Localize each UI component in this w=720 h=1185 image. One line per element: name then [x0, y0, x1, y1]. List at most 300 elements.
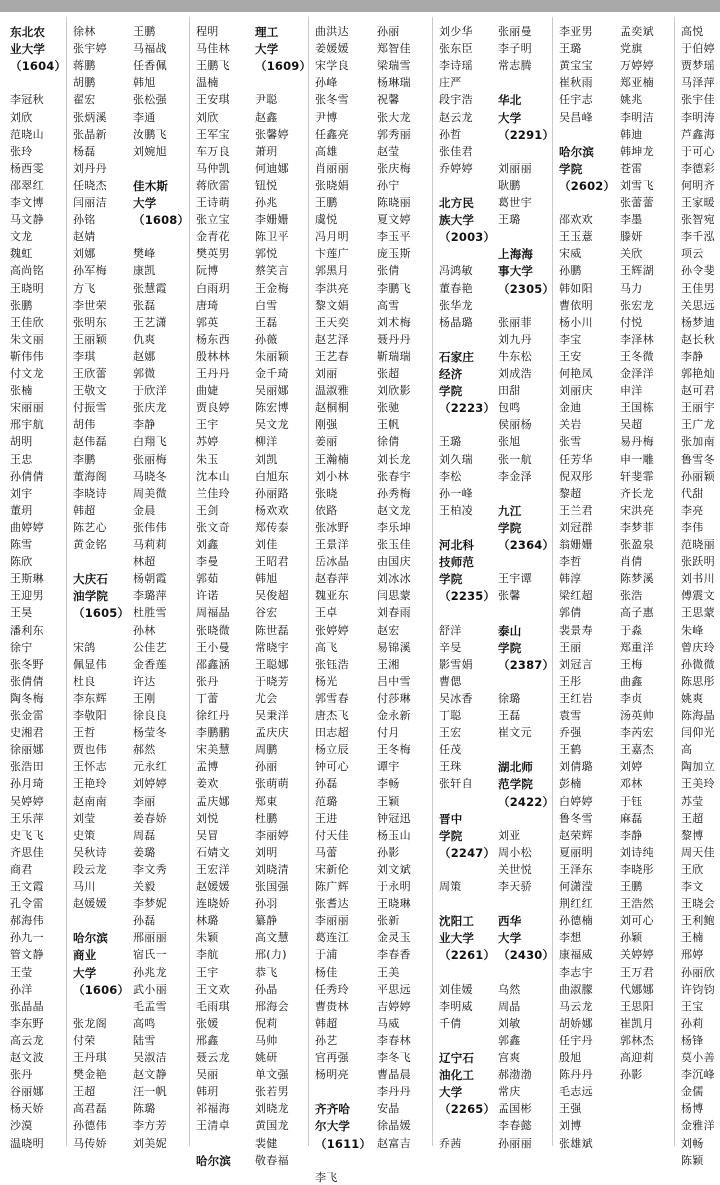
student-name: 陈宏博	[255, 401, 289, 415]
student-name: 李鹏飞	[377, 281, 411, 295]
student-name: 苏婷	[196, 435, 219, 449]
student-name: 李文秀	[133, 862, 167, 876]
student-name: 赵艺泽	[315, 332, 349, 346]
student-name: 赵富吉	[377, 1136, 411, 1150]
student-name: 郭倩	[559, 606, 582, 620]
student-name: 王艺潇	[133, 315, 167, 329]
student-name: 汪一帆	[133, 1085, 167, 1099]
student-name: 赵文静	[133, 1068, 167, 1082]
student-name: 徐倩	[377, 435, 400, 449]
student-name: 康福威	[559, 948, 593, 962]
student-name: 孙丽丽	[498, 1136, 532, 1150]
student-name: 孙晶	[255, 982, 278, 996]
student-name: 何迪娜	[255, 161, 289, 175]
student-name: 李世荣	[73, 298, 107, 312]
student-name: 马泽萍	[681, 76, 715, 90]
student-name: 赵伟磊	[73, 435, 107, 449]
student-name: 恭飞	[255, 965, 278, 979]
student-name: 赵媛媛	[73, 897, 107, 911]
student-name: 张钰浩	[315, 657, 349, 671]
student-name: 李墨	[620, 213, 643, 227]
student-name: 范晓丽	[681, 538, 715, 551]
student-name: 王鹏	[620, 880, 643, 893]
student-name: 依路	[315, 503, 338, 517]
school-heading: （2422）	[498, 794, 555, 809]
student-name: 曹偲	[439, 674, 462, 688]
student-name: 马云龙	[559, 999, 593, 1013]
student-name: 赵宏	[377, 623, 400, 637]
student-name: 郝渤渤	[498, 1068, 532, 1082]
student-name: 徐红丹	[196, 709, 230, 722]
student-name: 李想	[559, 931, 582, 945]
student-name: 杨欢欢	[255, 503, 289, 517]
student-name: 申洋	[620, 384, 643, 398]
school-heading: 西华	[498, 914, 522, 929]
student-name: 张龙阁	[73, 1016, 107, 1030]
student-name: 刘佳	[255, 538, 278, 551]
student-name: 郭黑月	[315, 264, 349, 278]
student-name: 张媛	[196, 1016, 219, 1030]
student-name: 王敬文	[73, 384, 107, 398]
student-name: 李丽丽	[315, 914, 349, 928]
student-name: 李松	[439, 469, 462, 483]
student-name: 高鸣	[133, 1016, 156, 1030]
student-name: 孙峰	[315, 76, 338, 90]
student-name: 刘九丹	[498, 332, 532, 346]
school-heading: 范学院	[498, 777, 534, 792]
student-name: 曹晶晨	[377, 1068, 411, 1082]
student-name: 杨梦迪	[681, 315, 715, 329]
student-name: 岳冰晶	[315, 555, 349, 569]
student-name: 张慧霞	[133, 281, 167, 295]
student-name: 官再强	[315, 1051, 349, 1064]
student-name: 文龙	[10, 230, 33, 244]
student-name: 王辉湖	[620, 264, 654, 278]
student-name: 于伯婷	[681, 42, 715, 56]
student-name: 金千琦	[255, 367, 289, 380]
student-name: 周鹏	[255, 743, 278, 757]
student-name: 关世悦	[498, 862, 532, 876]
student-name: 王文欢	[196, 982, 230, 996]
school-heading: （1606）	[73, 982, 130, 997]
student-name: 王进	[315, 811, 338, 825]
student-name: 王鹏	[315, 196, 338, 209]
student-name: 王晓明	[10, 281, 44, 295]
student-name: 潘利东	[10, 623, 44, 637]
student-name: 任茂	[439, 743, 462, 757]
student-name: 赵莹	[377, 144, 400, 158]
student-name: 何艳凤	[559, 367, 593, 380]
student-name: 刘文斌	[377, 862, 411, 876]
student-name: 朱文丽	[10, 332, 44, 346]
student-name: 李航	[196, 948, 219, 962]
student-name: 李玉平	[377, 230, 411, 244]
student-name: 林璐	[196, 914, 219, 928]
student-name: 刘鑫	[196, 538, 219, 551]
student-name: 陈颖	[681, 1153, 704, 1167]
student-name: 姚兆	[620, 93, 643, 107]
student-name: 王佳男	[681, 281, 715, 295]
name-column	[189, 17, 250, 1168]
student-name: 孙丽	[377, 25, 400, 38]
student-name: 翟宏	[73, 93, 96, 107]
school-heading: 学院	[498, 640, 522, 655]
student-name: 宫爽	[498, 1051, 521, 1064]
student-name: 钟冠迅	[377, 811, 411, 825]
student-name: 汝鹏飞	[133, 127, 167, 141]
school-heading: 学院	[498, 520, 522, 535]
student-name: 毛孟雪	[133, 999, 167, 1013]
student-name: 张立宝	[196, 213, 230, 227]
student-name: 宋鸽	[73, 640, 96, 654]
student-name: 韩坤龙	[620, 144, 654, 158]
student-name: 张晓娟	[315, 178, 349, 192]
student-name: 沙漠	[10, 1119, 33, 1133]
student-name: 陈晓丽	[377, 196, 411, 209]
student-name: 祁福海	[196, 1102, 230, 1116]
student-name: 元永红	[133, 760, 167, 774]
student-name: 段云龙	[73, 862, 107, 876]
student-name: 张浩田	[10, 760, 44, 774]
student-name: 吴秉洋	[255, 709, 289, 722]
student-name: 鲁冬雪	[559, 811, 593, 825]
student-name: 郭茹	[196, 572, 219, 586]
student-name: 乔强	[559, 726, 582, 740]
school-heading: （2003）	[439, 230, 496, 245]
student-name: 汤英帅	[620, 709, 654, 722]
student-name: 王剑	[196, 503, 219, 517]
student-name: 彭楠	[559, 777, 582, 791]
student-name: 陈思彤	[681, 674, 715, 688]
student-name: 仇爽	[133, 332, 156, 346]
student-name: 董玥	[10, 503, 33, 517]
student-name: 周晶	[498, 999, 521, 1013]
student-name: 袁雪	[559, 709, 582, 722]
student-name: 姜春娇	[133, 811, 167, 825]
name-column	[371, 17, 432, 1150]
school-heading: 泰山	[498, 623, 522, 638]
school-heading: 辽宁石	[439, 1051, 475, 1065]
student-name: 张炳溪	[73, 110, 107, 124]
student-name: 马威	[377, 1016, 400, 1030]
student-name: 张宇婷	[73, 42, 107, 56]
student-name: 马力	[620, 281, 643, 295]
student-name: 黎博	[681, 828, 704, 842]
student-name: 刘美妮	[133, 1136, 167, 1150]
school-heading: 学院	[439, 828, 463, 843]
student-name: 赵春萍	[315, 572, 349, 586]
student-name: 吴丽	[196, 1068, 219, 1082]
student-name: 陈世磊	[255, 623, 289, 637]
student-name: 刘诗纯	[620, 845, 654, 859]
student-name: 李丽婷	[255, 828, 289, 842]
student-name: 陈丹丹	[559, 1068, 593, 1082]
student-name: 许诺	[196, 589, 219, 603]
student-name: 张华龙	[439, 298, 473, 312]
student-name: 李丹丹	[377, 1085, 411, 1099]
student-name: 冯鸿敏	[439, 264, 473, 278]
school-heading: （2247）	[439, 845, 496, 860]
student-name: 常晓宇	[255, 640, 289, 654]
student-name: 郭雪春	[315, 691, 349, 705]
student-name: 于永明	[377, 880, 411, 893]
student-name: 孙兆龙	[133, 965, 167, 979]
student-name: 白雪	[255, 298, 278, 312]
school-heading: 沈阳工	[439, 914, 475, 929]
student-name: 郭鑫	[498, 1033, 521, 1047]
student-name: 王哲	[73, 726, 96, 740]
student-name: 庄严	[439, 76, 462, 90]
student-name: 王天奕	[315, 315, 349, 329]
school-heading: 哈尔滨	[73, 931, 109, 946]
student-name: 杨天娇	[10, 1102, 44, 1116]
student-name: 白雨玥	[196, 281, 230, 295]
student-name: 王晓会	[681, 897, 715, 911]
student-name: 徐宁	[10, 640, 33, 654]
school-heading: 技师范	[439, 555, 475, 570]
student-name: 王斯琳	[10, 572, 44, 586]
student-name: 李琪	[73, 349, 96, 363]
student-name: 刘丹丹	[73, 161, 107, 175]
student-name: 吴超	[620, 418, 643, 432]
top-gray-bar	[0, 0, 720, 12]
student-name: 马川	[73, 880, 96, 893]
student-name: 王强	[559, 1102, 582, 1116]
school-heading: 湖北师	[498, 760, 534, 775]
student-name: 于淼	[620, 623, 643, 637]
student-name: 商君	[10, 862, 33, 876]
student-name: 李晓诗	[73, 486, 107, 500]
student-name: 孟国彬	[498, 1102, 532, 1116]
student-name: 韩迪	[620, 127, 643, 141]
student-name: 李冠秋	[10, 93, 44, 107]
student-name: 朱颖	[196, 931, 219, 945]
student-name: 刘婷	[620, 760, 643, 774]
student-name: 任鑫亮	[315, 127, 349, 141]
student-name: 韩超	[73, 503, 96, 517]
school-heading: 大庆石	[73, 572, 109, 587]
student-name: 张耆达	[315, 897, 349, 911]
student-name: 郝然	[133, 743, 156, 757]
student-name: 许达	[133, 674, 156, 688]
student-name: 纂静	[255, 914, 278, 928]
student-name: 杨小川	[559, 315, 593, 329]
student-name: 徐璐	[498, 691, 521, 705]
student-name: 王诗萌	[196, 196, 230, 209]
student-name: 樊峰	[133, 247, 156, 261]
student-name: 王柏凌	[439, 503, 473, 517]
student-name: 马仲凯	[196, 161, 230, 175]
student-name: 王宝	[681, 999, 704, 1013]
student-name: 单文强	[255, 1068, 289, 1082]
student-name: 邵欢欢	[559, 213, 593, 227]
student-name: 刘悦	[196, 811, 219, 825]
student-name: 张冬雪	[315, 93, 349, 107]
student-name: 张晓微	[196, 623, 230, 637]
student-name: 邢宇航	[10, 418, 44, 432]
student-name: 付月	[377, 726, 400, 740]
student-name: 韩玥	[196, 1085, 219, 1099]
student-name: 董海阁	[73, 469, 107, 483]
student-name: 邵鑫涵	[196, 657, 230, 671]
student-name: 丁蕾	[196, 691, 219, 705]
student-name: 宋新伦	[315, 862, 349, 876]
student-name: 王卓	[315, 606, 338, 620]
student-name: 赵桐桐	[315, 401, 349, 415]
student-name: 任香佩	[133, 59, 167, 73]
name-column	[432, 17, 496, 1150]
student-name: 胡伟	[73, 418, 96, 432]
student-name: 马莉莉	[133, 538, 167, 551]
student-name: 于浦	[315, 948, 338, 962]
student-name: 辛旻	[439, 640, 462, 654]
student-name: 王湘	[377, 657, 400, 671]
student-name: 邓林	[620, 777, 643, 791]
student-name: 高	[681, 743, 693, 757]
student-name: 王宏洋	[196, 862, 230, 876]
student-name: 张庆梅	[377, 161, 411, 175]
student-name: 敬春福	[255, 1153, 289, 1167]
student-name: 张盈泉	[620, 538, 654, 551]
student-name: 张冰野	[315, 520, 349, 534]
student-name: 孙鹏	[559, 264, 582, 278]
student-name: 杨磊	[73, 144, 96, 158]
student-name: 金晨	[133, 503, 156, 517]
student-name: 史策	[73, 828, 96, 842]
student-name: 刘凯	[255, 452, 278, 466]
student-name: 郭秀丽	[377, 127, 411, 141]
student-name: 关岩	[559, 418, 582, 432]
school-heading: （2235）	[439, 589, 496, 604]
student-name: 金灵玉	[377, 931, 411, 945]
student-name: 郑重洋	[620, 640, 654, 654]
student-name: 刘博	[559, 1119, 582, 1133]
student-name: 聂丹丹	[377, 332, 411, 346]
student-name: 王珠	[439, 760, 462, 774]
student-name: 何潇滢	[559, 880, 593, 893]
student-name: 段宇浩	[439, 93, 473, 107]
student-name: 张东臣	[439, 42, 473, 56]
student-name: 刘欣影	[377, 384, 411, 398]
school-heading: 油学院	[73, 589, 109, 604]
school-heading: （2291）	[498, 127, 555, 142]
student-name: 韩淳	[559, 572, 582, 586]
student-name: 刘丽丽	[498, 161, 532, 175]
student-name: 张伟伟	[133, 520, 167, 534]
student-name: 李方芳	[133, 1119, 167, 1133]
student-name: 沈本山	[196, 469, 230, 483]
student-name: 孟庆娜	[196, 794, 230, 808]
student-name: 张磊	[133, 298, 156, 312]
student-name: 孙德伟	[73, 1119, 107, 1133]
student-name: 李文博	[10, 196, 44, 209]
student-name: 王丹丹	[196, 367, 230, 380]
student-name: 宋洪亮	[620, 503, 654, 517]
student-name: 董春艳	[439, 281, 473, 295]
student-name: 丁聪	[439, 709, 462, 722]
student-name: 李诗瑶	[439, 59, 473, 73]
student-name: 王佳欣	[10, 315, 44, 329]
student-name: 王超	[73, 1085, 96, 1099]
student-name: 高云龙	[10, 1033, 44, 1047]
student-name: 李洪亮	[315, 281, 349, 295]
student-name: 陈欣	[10, 555, 33, 569]
student-name: 于晓芳	[255, 674, 289, 688]
student-name: 乔婷婷	[439, 161, 473, 175]
student-name: 金香莲	[133, 657, 167, 671]
student-name: 千倩	[439, 1016, 462, 1030]
student-name: 刘冰冰	[377, 572, 411, 586]
student-name: 张浩	[620, 589, 643, 603]
student-name: 李梦妮	[133, 897, 167, 911]
school-heading: 九江	[498, 503, 522, 518]
student-name: 郑智佳	[377, 42, 411, 56]
student-name: 张旭	[498, 435, 521, 449]
student-name: 李子明	[498, 42, 532, 56]
student-name: 杨琳瑞	[377, 76, 411, 90]
student-name: 郭悦	[255, 247, 278, 261]
student-name: 李千泓	[681, 230, 715, 244]
student-name: 张蕾蕾	[620, 196, 654, 209]
student-name: 李璐萍	[133, 589, 167, 603]
student-name: 曲淑朦	[559, 982, 593, 996]
student-name: 常志腾	[498, 59, 532, 73]
student-name: 王磊	[498, 709, 521, 722]
student-name: 闫思蒙	[377, 589, 411, 603]
school-heading: 尔大学	[315, 1119, 351, 1134]
student-name: 付莎琳	[377, 691, 411, 705]
student-name: 平思远	[377, 982, 411, 996]
school-heading: 学院	[559, 161, 583, 176]
student-name: 包鸣	[498, 401, 521, 415]
student-name: 项云	[681, 247, 704, 261]
student-name: 张超	[377, 367, 400, 380]
student-name: 刘书川	[681, 572, 715, 586]
student-name: 王晓琳	[377, 897, 411, 911]
student-name: 刘畅	[681, 1136, 704, 1150]
student-name: 滕妍	[620, 230, 643, 244]
student-name: 曹依明	[559, 298, 593, 312]
student-name: 刘明	[255, 845, 278, 859]
student-name: 王安	[559, 349, 582, 363]
student-name: 刘冠群	[559, 520, 593, 534]
student-name: 孙秀梅	[377, 486, 411, 500]
student-name: 孙林	[133, 623, 156, 637]
student-name: 祝馨	[377, 93, 400, 107]
student-name: 谷宏	[255, 606, 278, 620]
student-name: 张一航	[498, 452, 532, 466]
student-name: 刘冠言	[559, 657, 593, 671]
student-name: 郑東	[255, 794, 278, 808]
student-name: 王广龙	[681, 418, 715, 432]
student-name: 李鹏鹏	[196, 726, 230, 740]
student-name: 侯丽杨	[498, 418, 532, 432]
student-name: 裴健	[255, 1136, 278, 1150]
student-name: 孙磊	[133, 914, 156, 928]
student-name: 孔令雷	[10, 897, 44, 911]
student-name: 杜胜雪	[133, 606, 167, 620]
student-name: 马福战	[133, 42, 167, 56]
student-name: 关欣	[620, 247, 643, 261]
student-name: 王彤	[559, 674, 582, 688]
student-name: 王聪娜	[255, 657, 289, 671]
student-name: 李静	[133, 418, 156, 432]
student-name: 赵婧	[73, 230, 96, 244]
student-name: 高飞	[315, 640, 338, 654]
student-name: 荆红红	[559, 897, 593, 911]
student-name: 赵荣辉	[559, 828, 593, 842]
student-name: 张楠	[10, 384, 33, 398]
